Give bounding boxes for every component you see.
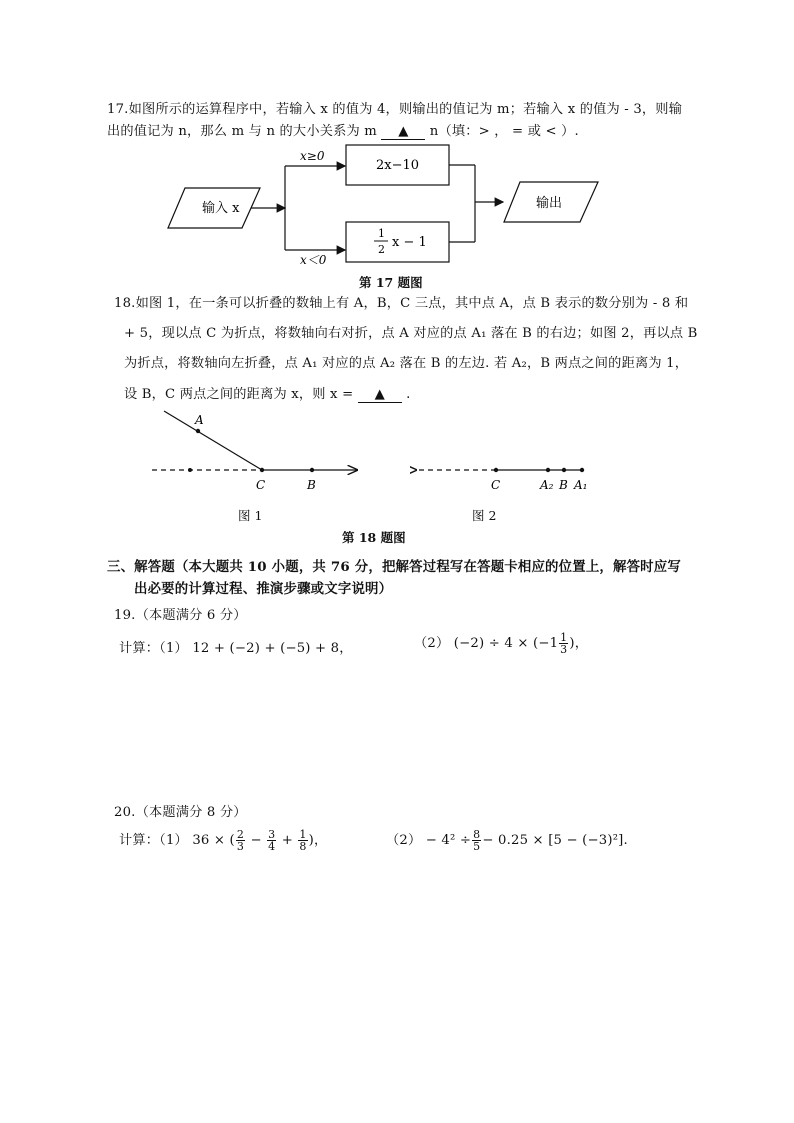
q17-line1: 17.如图所示的运算程序中，若输入 x 的值为 4，则输出的值记为 m；若输入 x 的值为 - 3，则输: [107, 102, 683, 117]
q20-frac-1: $\frac{2}{3}$: [236, 828, 245, 853]
q20-frac-3: $\frac{1}{8}$: [299, 828, 307, 853]
q20-expr2-line: [386, 829, 628, 852]
label-A2: A₂: [540, 478, 554, 492]
point-A2: [546, 468, 550, 472]
q18-figure-2: [410, 448, 600, 498]
q18-line2: + 5，现以点 C 为折点，将数轴向右对折，点 A 对应的点 A₁ 落在 B 的右边；如图 2，再以点 B: [124, 326, 698, 341]
q18-caption: 第 18 题图: [342, 530, 406, 545]
q17-line2-end: n（填：> ， = 或 < ）.: [429, 124, 579, 139]
label-B2: B: [559, 478, 568, 492]
q17-caption: 第 17 题图: [359, 275, 423, 290]
fig1-caption: 图 1: [238, 508, 263, 523]
q20-expr2-start: − 4² ÷: [425, 833, 472, 848]
top-formula: 2x−10: [376, 158, 420, 173]
input-label: 输入 x: [202, 201, 240, 216]
label-A1: A₁: [574, 478, 588, 492]
q20-calc-label: 计算：（1）: [119, 833, 188, 848]
section3-line1: 三、解答题（本大题共 10 小题，共 76 分，把解答过程写在答题卡相应的位置上，解答时应写: [107, 559, 681, 575]
q18-line3: 为折点，将数轴向左折叠，点 A₁ 对应的点 A₂ 落在 B 的左边. 若 A₂，B 两点之间的距离为 1，: [124, 356, 689, 371]
point-A: [196, 429, 200, 433]
bottom-frac-num: 1: [378, 227, 385, 240]
q19-expr2-line: [414, 632, 588, 655]
fig2-caption: 图 2: [472, 508, 497, 523]
point-A1: [580, 468, 584, 472]
q17-line2-start: 出的值记为 n，那么 m 与 n 的大小关系为 m: [107, 124, 377, 139]
q20-expr2-end: − 0.25 × [5 − (−3)²].: [482, 833, 628, 848]
point-B: [310, 468, 314, 472]
q17-answer-blank: ▲: [381, 124, 425, 140]
bottom-condition: x＜0: [300, 253, 327, 267]
q20-frac-2: $\frac{3}{4}$: [268, 828, 276, 853]
bottom-frac-den: 2: [378, 243, 385, 256]
q19-part2-label: （2）: [414, 636, 450, 651]
q20-expr1-line: [119, 829, 327, 852]
section3-line2: 出必要的计算过程、推演步骤或文字说明）: [134, 581, 393, 597]
top-condition: x≥0: [300, 149, 325, 163]
q18-figure-1: [145, 408, 375, 503]
q18-line4-end: .: [406, 387, 411, 402]
label-A: A: [195, 413, 204, 427]
q19-calc-label: 计算：（1）: [119, 641, 188, 656]
q20-expr1-start: 36 × (: [192, 833, 235, 848]
q18-line1: 18.如图 1，在一条可以折叠的数轴上有 A，B，C 三点，其中点 A，点 B 表示的数分别为 - 8 和: [114, 296, 689, 311]
q19-expr1: 12 + (−2) + (−5) + 8，: [192, 641, 353, 656]
q19-expr2-end: )，: [569, 636, 589, 651]
q20-header: 20.（本题满分 8 分）: [114, 805, 247, 820]
q18-line4-start: 设 B，C 两点之间的距离为 x，则 x =: [124, 387, 354, 402]
q18-answer-blank: ▲: [358, 387, 402, 403]
q20-expr1-end: )，: [308, 833, 328, 848]
point-C2: [494, 468, 498, 472]
q19-expr2-start: (−2) ÷ 4 × (−1: [453, 636, 559, 651]
q19-header: 19.（本题满分 6 分）: [114, 608, 247, 623]
q17-line2: [107, 120, 579, 140]
q19-fraction: $\frac{1}{3}$: [560, 631, 568, 656]
q18-line4: [124, 383, 411, 403]
label-B: B: [307, 478, 316, 492]
q17-flowchart: [160, 140, 620, 270]
label-C: C: [256, 478, 266, 492]
q19-expressions: [119, 637, 353, 656]
bottom-formula-rest: x − 1: [392, 235, 427, 250]
point-B2: [562, 468, 566, 472]
q20-op1: −: [246, 833, 267, 848]
label-C2: C: [491, 478, 501, 492]
output-label: 输出: [536, 196, 563, 211]
q20-part2-label: （2）: [386, 833, 422, 848]
q20-frac-4: $\frac{8}{5}$: [473, 828, 481, 853]
q20-op2: +: [277, 833, 298, 848]
point-C: [260, 468, 264, 472]
